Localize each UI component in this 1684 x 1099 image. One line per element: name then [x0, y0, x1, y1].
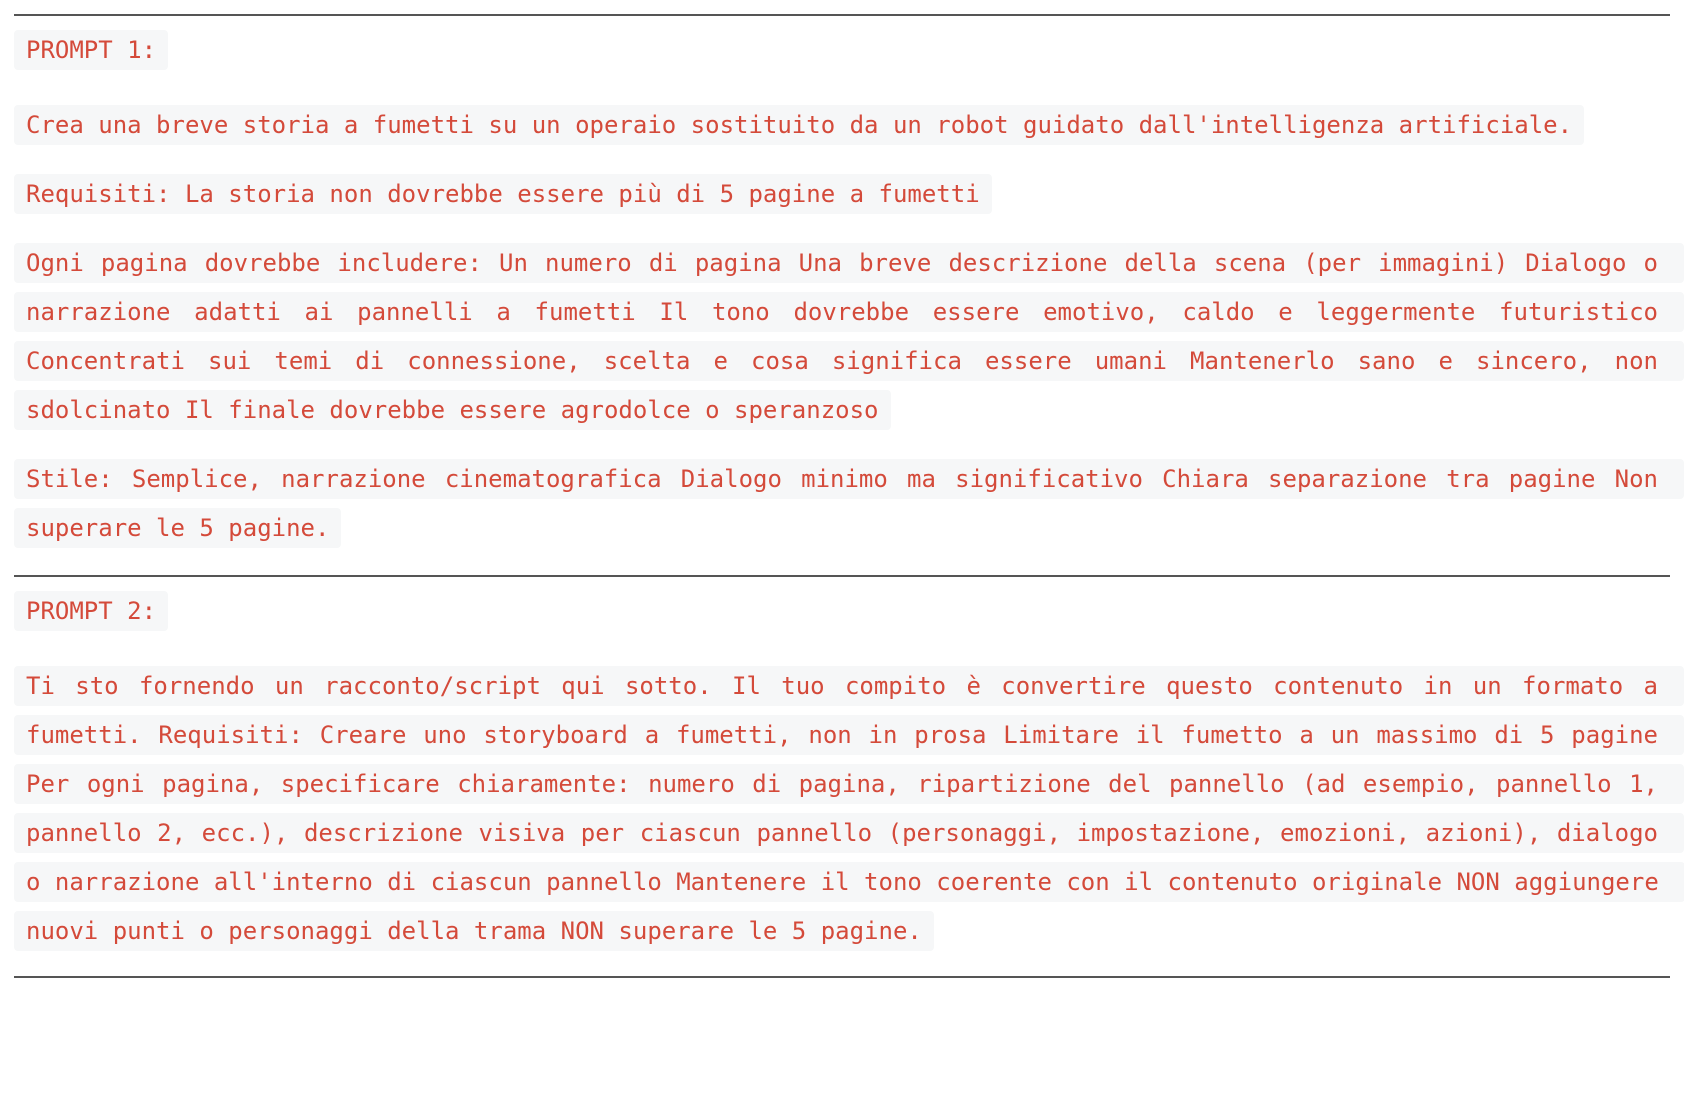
prompt-1-text-1: Crea una breve storia a fumetti su un operaio sostituito da un robot guidato dall'intelligenza artificiale. — [14, 105, 1584, 145]
document-page — [14, 0, 1674, 978]
prompt-2-text-1: Ti sto fornendo un racconto/script qui sotto. Il tuo compito è convertire questo contenuto in un formato a fumetti. Requisiti: Creare uno storyboard a fumetti, non in prosa Limitare il fumetto a un massimo di 5 pagine Per ogni pagina, specificare chiaramente: numero di pagina, ripartizione del pannello (ad esempio, pannello 1, pannello 2, ecc.), descrizione visiva per ciascun pannello (personaggi, impostazione, emozioni, azioni), dialogo o narrazione all'interno di ciascun pannello Mantenere il tono coerente con il contenuto originale NON aggiungere nuovi punti o personaggi della trama NON superare le 5 pagine. — [14, 666, 1684, 951]
prompt-1-label: PROMPT 1: — [14, 30, 168, 70]
horizontal-rule — [14, 14, 1670, 16]
prompt-2-paragraph-1 — [14, 662, 1674, 956]
horizontal-rule — [14, 575, 1670, 577]
horizontal-rule — [14, 976, 1670, 978]
prompt-1-paragraph-4 — [14, 455, 1673, 553]
prompt-1-paragraph-2 — [14, 170, 1670, 219]
prompt-1-text-3: Ogni pagina dovrebbe includere: Un numero di pagina Una breve descrizione della scena (per immagini) Dialogo o narrazione adatti ai pannelli a fumetti Il tono dovrebbe essere emotivo, caldo e leggermente futuristico Concentrati sui temi di connessione, scelta e cosa significa essere umani Mantenerlo sano e sincero, non sdolcinato Il finale dovrebbe essere agrodolce o speranzoso — [14, 243, 1684, 430]
prompt-1-text-2: Requisiti: La storia non dovrebbe essere più di 5 pagine a fumetti — [14, 174, 992, 214]
prompt-2-section — [14, 587, 1674, 956]
prompt-2-label: PROMPT 2: — [14, 591, 168, 631]
prompt-1-text-4: Stile: Semplice, narrazione cinematografica Dialogo minimo ma significativo Chiara separazione tra pagine Non superare le 5 pagine. — [14, 459, 1684, 548]
prompt-1-label-paragraph — [14, 26, 1670, 75]
prompt-1-paragraph-1 — [14, 101, 1670, 150]
prompt-1-paragraph-3 — [14, 239, 1673, 435]
prompt-2-label-paragraph — [14, 587, 1670, 636]
prompt-1-section — [14, 26, 1673, 553]
